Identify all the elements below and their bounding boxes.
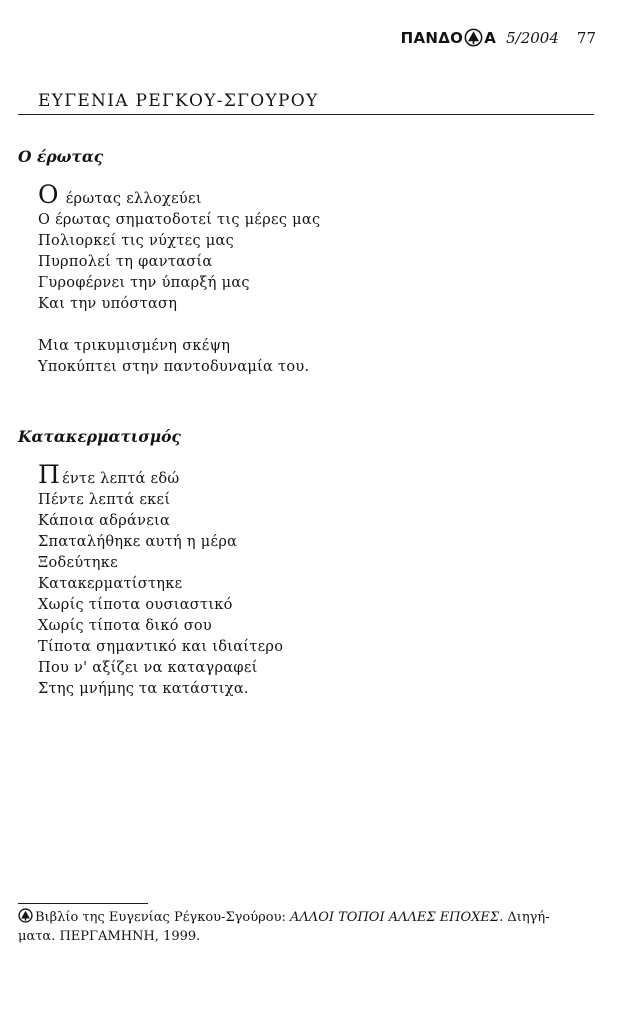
poem-line: Υποκύπτει στην παντοδυναμία του. xyxy=(38,359,310,375)
drop-cap: Ο xyxy=(38,180,59,209)
poem-body xyxy=(38,460,578,700)
poem-line xyxy=(38,460,578,490)
tree-emblem-icon xyxy=(464,28,483,47)
poem-line: Μια τρικυμισμένη σκέψη xyxy=(38,338,231,354)
poem-line: Που ν' αξίζει να καταγραφεί xyxy=(38,660,258,676)
drop-cap: Π xyxy=(38,460,61,489)
poem-body xyxy=(38,180,578,378)
poem-line: Χωρίς τίποτα ουσιαστικό xyxy=(38,597,233,613)
stanza xyxy=(38,460,578,700)
journal-name xyxy=(401,28,497,47)
page-number: 77 xyxy=(576,28,596,47)
author-header xyxy=(18,91,594,115)
journal-name-suffix: Α xyxy=(484,28,497,47)
poem-line-text: έντε λεπτά εδώ xyxy=(62,471,180,487)
poem-line: Τίποτα σημαντικό και ιδιαίτερο xyxy=(38,639,284,655)
poem xyxy=(18,427,578,721)
running-head xyxy=(401,28,596,47)
poem-line: Πέντε λεπτά εκεί xyxy=(38,492,171,508)
poem-title: Ο έρωτας xyxy=(18,147,104,166)
poem-line xyxy=(38,180,578,210)
author-name: ΕΥΓΕΝΙΑ ΡΕΓΚΟΥ-ΣΓΟΥΡΟΥ xyxy=(38,91,319,111)
poem-line: Γυροφέρνει την ύπαρξή μας xyxy=(38,275,250,291)
footnote-divider xyxy=(18,903,148,904)
poem-line: Ο έρωτας σηματοδοτεί τις μέρες μας xyxy=(38,212,321,228)
stanza xyxy=(38,180,578,315)
poem-line: Χωρίς τίποτα δικό σου xyxy=(38,618,213,634)
footnote-book-title: ΑΛΛΟΙ ΤΟΠΟΙ ΑΛΛΕΣ ΕΠΟΧΕΣ. xyxy=(290,910,504,925)
poem-line: Κάποια αδράνεια xyxy=(38,513,171,529)
poem-line: Πυρπολεί τη φαντασία xyxy=(38,254,213,270)
poem-line: Ξοδεύτηκε xyxy=(38,555,118,571)
footnote-publisher: ματα. ΠΕΡΓΑΜΗΝΗ, 1999. xyxy=(18,929,201,944)
issue-number: 5/2004 xyxy=(506,28,559,47)
footnote-text: Βιβλίο της Ευγενίας Ρέγκου-Σγούρου: xyxy=(35,910,291,925)
poem-line: Στης μνήμης τα κατάστιχα. xyxy=(38,681,249,697)
footnote-text-tail: Διηγή- xyxy=(503,910,550,925)
stanza xyxy=(38,336,578,378)
poem-line: Και την υπόσταση xyxy=(38,296,178,312)
poem-title: Κατακερματισμός xyxy=(18,427,181,446)
poem xyxy=(18,147,578,399)
footnote xyxy=(18,908,608,946)
poem-line: Κατακερματίστηκε xyxy=(38,576,183,592)
tree-emblem-icon xyxy=(18,908,33,923)
poem-line: Σπαταλήθηκε αυτή η μέρα xyxy=(38,534,238,550)
journal-name-prefix: ΠΑΝΔΟ xyxy=(400,28,464,47)
poem-line: Πολιορκεί τις νύχτες μας xyxy=(38,233,235,249)
poem-line-text: έρωτας ελλοχεύει xyxy=(60,191,202,207)
